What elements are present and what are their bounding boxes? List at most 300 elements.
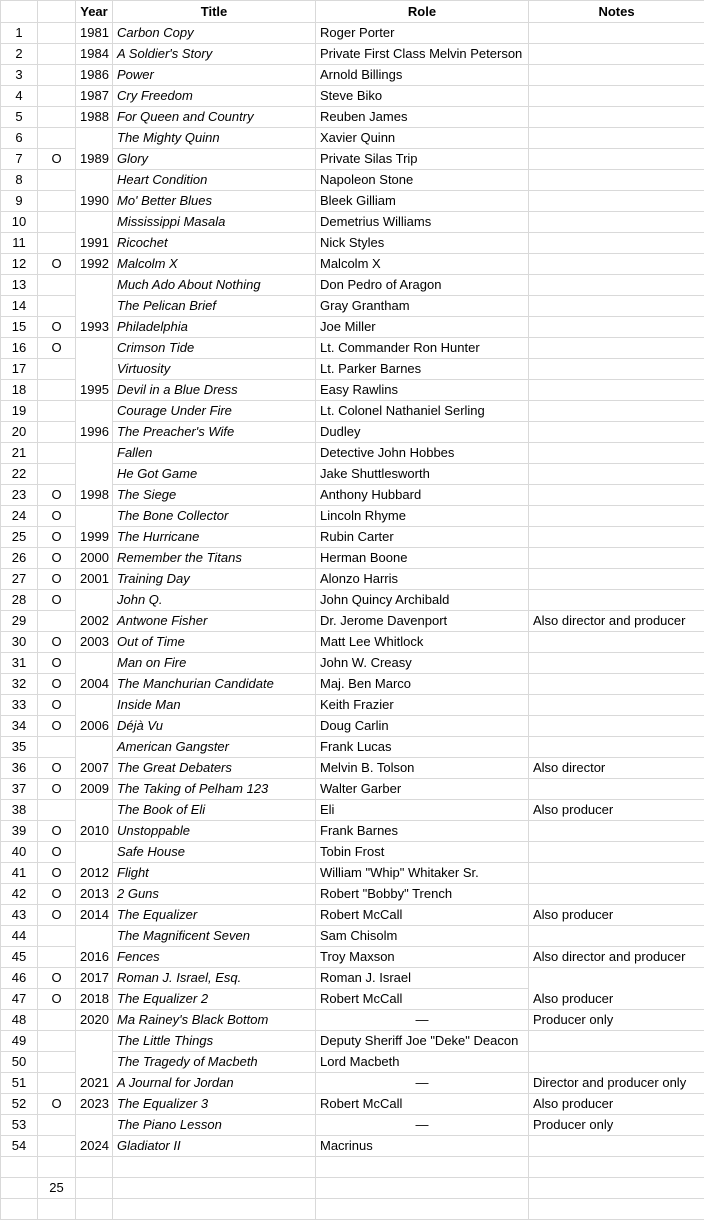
cell-row-number[interactable]: 47 (1, 989, 38, 1010)
cell-role[interactable]: Lt. Commander Ron Hunter (316, 338, 529, 359)
cell-oscar-marker[interactable]: O (38, 506, 76, 527)
cell-oscar-marker[interactable] (38, 128, 76, 149)
cell-role[interactable]: Robert "Bobby" Trench (316, 884, 529, 905)
cell-row-number[interactable]: 46 (1, 968, 38, 989)
cell-year[interactable]: 1992 (76, 254, 113, 275)
cell-role[interactable]: Robert McCall (316, 905, 529, 926)
cell-notes[interactable]: Producer only (529, 1115, 704, 1136)
cell-row-number[interactable]: 54 (1, 1136, 38, 1157)
cell-notes[interactable] (529, 149, 704, 170)
cell-oscar-marker[interactable] (38, 422, 76, 443)
cell-title[interactable]: Mo' Better Blues (113, 191, 316, 212)
cell-row-number[interactable]: 17 (1, 359, 38, 380)
cell-role[interactable]: Lt. Parker Barnes (316, 359, 529, 380)
cell-row-number[interactable]: 40 (1, 842, 38, 863)
cell-row-number[interactable]: 5 (1, 107, 38, 128)
cell-title[interactable]: Heart Condition (113, 170, 316, 191)
cell-notes[interactable] (529, 338, 704, 359)
cell-oscar-total[interactable]: 25 (38, 1178, 76, 1199)
cell-notes[interactable] (529, 380, 704, 401)
cell-notes[interactable]: Also director and producer (529, 947, 704, 968)
cell-role[interactable]: Roman J. Israel (316, 968, 529, 989)
cell-notes[interactable] (529, 464, 704, 485)
cell-role[interactable]: Detective John Hobbes (316, 443, 529, 464)
cell-title[interactable]: Power (113, 65, 316, 86)
cell-notes[interactable] (529, 317, 704, 338)
cell-title[interactable]: Déjà Vu (113, 716, 316, 737)
cell-oscar-marker[interactable]: O (38, 758, 76, 779)
cell-row-number[interactable]: 2 (1, 44, 38, 65)
cell-year[interactable]: 1998 (76, 443, 113, 506)
cell-title[interactable]: American Gangster (113, 737, 316, 758)
cell-role[interactable]: Robert McCall (316, 989, 529, 1010)
cell-row-number[interactable]: 20 (1, 422, 38, 443)
cell-row-number[interactable]: 37 (1, 779, 38, 800)
cell-role[interactable]: Dr. Jerome Davenport (316, 611, 529, 632)
cell-role[interactable]: Maj. Ben Marco (316, 674, 529, 695)
cell-oscar-marker[interactable]: O (38, 590, 76, 611)
cell-row-number[interactable]: 21 (1, 443, 38, 464)
cell-oscar-marker[interactable] (38, 1073, 76, 1094)
cell-oscar-marker[interactable] (38, 107, 76, 128)
cell-role[interactable]: Bleek Gilliam (316, 191, 529, 212)
cell-notes[interactable] (529, 674, 704, 695)
cell-notes[interactable] (529, 44, 704, 65)
cell-role[interactable]: Troy Maxson (316, 947, 529, 968)
cell-oscar-marker[interactable]: O (38, 842, 76, 863)
cell-notes[interactable] (529, 443, 704, 464)
cell-notes[interactable] (529, 737, 704, 758)
cell-role[interactable]: Don Pedro of Aragon (316, 275, 529, 296)
cell-notes[interactable] (529, 632, 704, 653)
cell-notes[interactable] (529, 821, 704, 842)
cell-role[interactable]: Deputy Sheriff Joe "Deke" Deacon (316, 1031, 529, 1052)
cell-row-number[interactable]: 18 (1, 380, 38, 401)
cell-role[interactable]: Joe Miller (316, 317, 529, 338)
cell-role[interactable]: John W. Creasy (316, 653, 529, 674)
cell-notes[interactable] (529, 86, 704, 107)
cell-row-number[interactable]: 34 (1, 716, 38, 737)
cell-title[interactable]: The Little Things (113, 1031, 316, 1052)
cell-oscar-marker[interactable] (38, 275, 76, 296)
cell-role[interactable]: Rubin Carter (316, 527, 529, 548)
cell-role[interactable]: Matt Lee Whitlock (316, 632, 529, 653)
cell-row-number[interactable]: 22 (1, 464, 38, 485)
cell-role[interactable]: Gray Grantham (316, 296, 529, 317)
cell-row-number[interactable]: 50 (1, 1052, 38, 1073)
cell-row-number[interactable]: 3 (1, 65, 38, 86)
cell-notes[interactable] (529, 527, 704, 548)
cell-title[interactable]: Philadelphia (113, 317, 316, 338)
cell-notes[interactable]: Producer only (529, 1010, 704, 1031)
cell-year[interactable]: 2001 (76, 569, 113, 590)
cell-oscar-marker[interactable]: O (38, 884, 76, 905)
cell-oscar-marker[interactable] (38, 1052, 76, 1073)
cell-row-number[interactable]: 19 (1, 401, 38, 422)
cell-notes[interactable] (529, 695, 704, 716)
cell-role[interactable]: Malcolm X (316, 254, 529, 275)
cell-row-number[interactable]: 11 (1, 233, 38, 254)
cell-notes[interactable] (529, 275, 704, 296)
cell-oscar-marker[interactable] (38, 380, 76, 401)
cell-role[interactable]: — (316, 1073, 529, 1094)
cell-oscar-marker[interactable] (38, 1031, 76, 1052)
cell-oscar-marker[interactable]: O (38, 632, 76, 653)
cell-row-number[interactable]: 28 (1, 590, 38, 611)
cell-oscar-marker[interactable]: O (38, 569, 76, 590)
header-notes[interactable]: Notes (529, 1, 704, 23)
cell-title[interactable]: Fences (113, 947, 316, 968)
cell-row-number[interactable]: 52 (1, 1094, 38, 1115)
cell-title[interactable]: Training Day (113, 569, 316, 590)
cell-role[interactable]: Jake Shuttlesworth (316, 464, 529, 485)
cell-row-number[interactable]: 23 (1, 485, 38, 506)
cell-row-number[interactable]: 36 (1, 758, 38, 779)
cell-notes[interactable] (529, 716, 704, 737)
cell-title[interactable]: Safe House (113, 842, 316, 863)
cell-title[interactable]: Glory (113, 149, 316, 170)
cell-row-number[interactable]: 51 (1, 1073, 38, 1094)
cell-row-number[interactable]: 26 (1, 548, 38, 569)
cell-notes[interactable] (529, 653, 704, 674)
cell-year[interactable]: 2013 (76, 884, 113, 905)
cell-oscar-marker[interactable] (38, 611, 76, 632)
cell-role[interactable]: Steve Biko (316, 86, 529, 107)
cell-year[interactable] (76, 1157, 113, 1178)
cell-oscar-marker[interactable]: O (38, 989, 76, 1010)
cell-row-number[interactable]: 48 (1, 1010, 38, 1031)
cell-row-number[interactable]: 42 (1, 884, 38, 905)
cell-role[interactable]: — (316, 1010, 529, 1031)
cell-year[interactable]: 2009 (76, 779, 113, 800)
cell-year[interactable]: 1986 (76, 65, 113, 86)
cell-notes[interactable]: Director and producer only (529, 1073, 704, 1094)
cell-year[interactable]: 2002 (76, 590, 113, 632)
cell-title[interactable]: The Book of Eli (113, 800, 316, 821)
cell-year[interactable]: 1990 (76, 170, 113, 212)
cell-year[interactable]: 2010 (76, 800, 113, 842)
cell-year[interactable]: 1996 (76, 401, 113, 443)
cell-title[interactable]: Remember the Titans (113, 548, 316, 569)
cell-oscar-marker[interactable]: O (38, 254, 76, 275)
cell-notes[interactable] (529, 779, 704, 800)
cell-row-number[interactable] (1, 1178, 38, 1199)
cell-title[interactable]: The Great Debaters (113, 758, 316, 779)
cell-title[interactable]: The Magnificent Seven (113, 926, 316, 947)
cell-title[interactable]: Unstoppable (113, 821, 316, 842)
cell-role[interactable]: Tobin Frost (316, 842, 529, 863)
cell-notes[interactable] (529, 842, 704, 863)
cell-year[interactable] (76, 1178, 113, 1199)
cell-title[interactable]: For Queen and Country (113, 107, 316, 128)
cell-row-number[interactable]: 44 (1, 926, 38, 947)
cell-oscar-marker[interactable] (38, 464, 76, 485)
cell-notes[interactable] (529, 485, 704, 506)
cell-role[interactable]: Private Silas Trip (316, 149, 529, 170)
cell-year[interactable]: 2014 (76, 905, 113, 926)
cell-role[interactable]: Doug Carlin (316, 716, 529, 737)
cell-role[interactable]: Xavier Quinn (316, 128, 529, 149)
cell-role[interactable]: Dudley (316, 422, 529, 443)
cell-oscar-marker[interactable] (38, 443, 76, 464)
cell-row-number[interactable]: 16 (1, 338, 38, 359)
cell-oscar-marker[interactable]: O (38, 1094, 76, 1115)
cell-title[interactable]: Flight (113, 863, 316, 884)
cell-title[interactable]: Malcolm X (113, 254, 316, 275)
cell-role[interactable]: Easy Rawlins (316, 380, 529, 401)
cell-oscar-marker[interactable] (38, 737, 76, 758)
cell-notes[interactable]: Also producer (529, 1094, 704, 1115)
cell-row-number[interactable]: 49 (1, 1031, 38, 1052)
cell-role[interactable]: Herman Boone (316, 548, 529, 569)
cell-role[interactable]: Macrinus (316, 1136, 529, 1157)
cell-title[interactable]: Mississippi Masala (113, 212, 316, 233)
cell-title[interactable]: The Mighty Quinn (113, 128, 316, 149)
cell-role[interactable]: Nick Styles (316, 233, 529, 254)
cell-title[interactable]: Fallen (113, 443, 316, 464)
cell-oscar-marker[interactable]: O (38, 338, 76, 359)
cell-role[interactable]: Lord Macbeth (316, 1052, 529, 1073)
cell-oscar-marker[interactable] (38, 296, 76, 317)
cell-title[interactable]: Virtuosity (113, 359, 316, 380)
cell-title[interactable]: Crimson Tide (113, 338, 316, 359)
cell-oscar-marker[interactable] (38, 170, 76, 191)
cell-title[interactable]: Ricochet (113, 233, 316, 254)
cell-oscar-marker[interactable]: O (38, 527, 76, 548)
cell-title[interactable]: He Got Game (113, 464, 316, 485)
cell-notes[interactable] (529, 23, 704, 44)
cell-role[interactable] (316, 1157, 529, 1178)
cell-oscar-marker[interactable] (38, 86, 76, 107)
cell-oscar-marker[interactable] (38, 926, 76, 947)
cell-year[interactable]: 2007 (76, 737, 113, 779)
cell-title[interactable]: Gladiator II (113, 1136, 316, 1157)
cell-notes[interactable] (529, 254, 704, 275)
cell-role[interactable]: Napoleon Stone (316, 170, 529, 191)
cell-row-number[interactable]: 38 (1, 800, 38, 821)
cell-oscar-marker[interactable] (38, 212, 76, 233)
cell-row-number[interactable]: 1 (1, 23, 38, 44)
cell-oscar-marker[interactable]: O (38, 149, 76, 170)
cell-role[interactable]: Sam Chisolm (316, 926, 529, 947)
cell-role[interactable]: Keith Frazier (316, 695, 529, 716)
cell-row-number[interactable]: 24 (1, 506, 38, 527)
cell-notes[interactable] (529, 359, 704, 380)
cell-notes[interactable] (529, 401, 704, 422)
cell-notes[interactable] (529, 233, 704, 254)
cell-year[interactable]: 1987 (76, 86, 113, 107)
cell-year[interactable]: 1988 (76, 107, 113, 128)
cell-oscar-marker[interactable] (38, 359, 76, 380)
header-row-number[interactable] (1, 1, 38, 23)
cell-oscar-marker[interactable] (38, 191, 76, 212)
cell-oscar-marker[interactable]: O (38, 695, 76, 716)
cell-title[interactable]: Roman J. Israel, Esq. (113, 968, 316, 989)
cell-role[interactable]: Eli (316, 800, 529, 821)
cell-row-number[interactable]: 6 (1, 128, 38, 149)
cell-row-number[interactable]: 35 (1, 737, 38, 758)
cell-oscar-marker[interactable]: O (38, 716, 76, 737)
cell-role[interactable]: — (316, 1115, 529, 1136)
cell-title[interactable]: John Q. (113, 590, 316, 611)
cell-title[interactable]: The Preacher's Wife (113, 422, 316, 443)
cell-year[interactable]: 1999 (76, 506, 113, 548)
cell-title[interactable]: The Manchurian Candidate (113, 674, 316, 695)
cell-row-number[interactable]: 53 (1, 1115, 38, 1136)
cell-oscar-marker[interactable] (38, 1010, 76, 1031)
cell-role[interactable]: Reuben James (316, 107, 529, 128)
cell-row-number[interactable]: 43 (1, 905, 38, 926)
cell-notes[interactable] (529, 569, 704, 590)
cell-oscar-marker[interactable]: O (38, 968, 76, 989)
cell-title[interactable]: Antwone Fisher (113, 611, 316, 632)
cell-year[interactable]: 1989 (76, 128, 113, 170)
cell-year[interactable]: 1984 (76, 44, 113, 65)
cell-oscar-marker[interactable] (38, 1136, 76, 1157)
cell-oscar-marker[interactable] (38, 44, 76, 65)
cell-title[interactable]: The Taking of Pelham 123 (113, 779, 316, 800)
cell-role[interactable]: Lt. Colonel Nathaniel Serling (316, 401, 529, 422)
cell-year[interactable]: 1995 (76, 338, 113, 401)
cell-year[interactable]: 2021 (76, 1031, 113, 1094)
cell-oscar-marker[interactable]: O (38, 317, 76, 338)
cell-title[interactable]: The Tragedy of Macbeth (113, 1052, 316, 1073)
cell-oscar-marker[interactable] (38, 1115, 76, 1136)
cell-notes[interactable] (529, 65, 704, 86)
cell-oscar-marker[interactable]: O (38, 653, 76, 674)
cell-year[interactable]: 2004 (76, 653, 113, 695)
cell-oscar-marker[interactable]: O (38, 779, 76, 800)
cell-title[interactable]: A Soldier's Story (113, 44, 316, 65)
cell-role[interactable]: Melvin B. Tolson (316, 758, 529, 779)
cell-oscar-marker[interactable]: O (38, 863, 76, 884)
cell-year[interactable]: 2012 (76, 842, 113, 884)
cell-row-number[interactable]: 41 (1, 863, 38, 884)
cell-notes[interactable]: Also director and producer (529, 611, 704, 632)
cell-year[interactable]: 2023 (76, 1094, 113, 1115)
cell-notes[interactable] (529, 884, 704, 905)
cell-role[interactable] (316, 1178, 529, 1199)
cell-row-number[interactable]: 27 (1, 569, 38, 590)
cell-notes[interactable] (529, 1136, 704, 1157)
cell-role[interactable]: Alonzo Harris (316, 569, 529, 590)
cell-year[interactable]: 2024 (76, 1115, 113, 1157)
cell-year[interactable]: 2003 (76, 632, 113, 653)
cell-oscar-marker[interactable] (38, 947, 76, 968)
cell-year[interactable]: 2016 (76, 926, 113, 968)
cell-title[interactable]: The Bone Collector (113, 506, 316, 527)
cell-title[interactable]: Courage Under Fire (113, 401, 316, 422)
cell-row-number[interactable]: 30 (1, 632, 38, 653)
cell-title[interactable]: Cry Freedom (113, 86, 316, 107)
cell-role[interactable]: John Quincy Archibald (316, 590, 529, 611)
cell-title[interactable] (113, 1178, 316, 1199)
cell-notes[interactable]: Also director (529, 758, 704, 779)
cell-notes[interactable] (529, 191, 704, 212)
cell-year[interactable]: 1991 (76, 212, 113, 254)
cell-role[interactable]: Arnold Billings (316, 65, 529, 86)
cell-role[interactable]: Anthony Hubbard (316, 485, 529, 506)
cell-row-number[interactable]: 4 (1, 86, 38, 107)
cell-title[interactable]: The Equalizer 2 (113, 989, 316, 1010)
cell-row-number[interactable]: 25 (1, 527, 38, 548)
cell-row-number[interactable]: 15 (1, 317, 38, 338)
cell-title[interactable]: The Siege (113, 485, 316, 506)
cell-notes[interactable] (529, 1031, 704, 1052)
cell-notes[interactable] (529, 926, 704, 947)
cell-row-number[interactable]: 12 (1, 254, 38, 275)
cell-title[interactable]: Much Ado About Nothing (113, 275, 316, 296)
cell-year[interactable]: 2020 (76, 1010, 113, 1031)
header-title[interactable]: Title (113, 1, 316, 23)
header-role[interactable]: Role (316, 1, 529, 23)
cell-title[interactable]: The Piano Lesson (113, 1115, 316, 1136)
cell-year[interactable]: 2000 (76, 548, 113, 569)
cell-notes[interactable] (529, 863, 704, 884)
cell-oscar-marker[interactable] (38, 65, 76, 86)
cell-notes[interactable] (529, 128, 704, 149)
cell-oscar-marker[interactable] (38, 1157, 76, 1178)
cell-row-number[interactable]: 32 (1, 674, 38, 695)
cell-title[interactable]: Carbon Copy (113, 23, 316, 44)
cell-title[interactable]: Inside Man (113, 695, 316, 716)
cell-row-number[interactable]: 14 (1, 296, 38, 317)
cell-title[interactable]: The Equalizer (113, 905, 316, 926)
cell-notes[interactable]: Also producer (529, 800, 704, 821)
cell-year[interactable]: 1993 (76, 275, 113, 338)
cell-title[interactable]: 2 Guns (113, 884, 316, 905)
cell-notes[interactable] (529, 1157, 704, 1178)
cell-title[interactable]: A Journal for Jordan (113, 1073, 316, 1094)
cell-role[interactable]: Walter Garber (316, 779, 529, 800)
cell-role[interactable]: Lincoln Rhyme (316, 506, 529, 527)
cell-notes[interactable] (529, 170, 704, 191)
cell-title[interactable]: The Hurricane (113, 527, 316, 548)
cell-notes[interactable]: Also producer (529, 905, 704, 926)
cell-notes[interactable] (529, 296, 704, 317)
cell-row-number[interactable]: 7 (1, 149, 38, 170)
cell-title[interactable]: The Equalizer 3 (113, 1094, 316, 1115)
cell-notes[interactable] (529, 212, 704, 233)
cell-notes[interactable] (529, 590, 704, 611)
cell-role[interactable]: Robert McCall (316, 1094, 529, 1115)
cell-row-number[interactable]: 33 (1, 695, 38, 716)
cell-row-number[interactable] (1, 1157, 38, 1178)
cell-row-number[interactable]: 13 (1, 275, 38, 296)
cell-row-number[interactable]: 8 (1, 170, 38, 191)
header-oscar-marker[interactable] (38, 1, 76, 23)
cell-oscar-marker[interactable] (38, 23, 76, 44)
cell-title[interactable] (113, 1157, 316, 1178)
cell-oscar-marker[interactable]: O (38, 548, 76, 569)
header-year[interactable]: Year (76, 1, 113, 23)
cell-row-number[interactable]: 29 (1, 611, 38, 632)
cell-title[interactable]: Out of Time (113, 632, 316, 653)
cell-notes[interactable] (529, 422, 704, 443)
cell-title[interactable]: Devil in a Blue Dress (113, 380, 316, 401)
cell-role[interactable]: Frank Barnes (316, 821, 529, 842)
cell-year[interactable]: 1981 (76, 23, 113, 44)
cell-year[interactable]: 2017 (76, 968, 113, 989)
cell-notes[interactable] (529, 1052, 704, 1073)
cell-title[interactable]: Man on Fire (113, 653, 316, 674)
cell-oscar-marker[interactable] (38, 800, 76, 821)
cell-oscar-marker[interactable]: O (38, 821, 76, 842)
cell-role[interactable]: Private First Class Melvin Peterson (316, 44, 529, 65)
cell-row-number[interactable]: 10 (1, 212, 38, 233)
cell-row-number[interactable]: 45 (1, 947, 38, 968)
cell-year[interactable]: 2006 (76, 695, 113, 737)
